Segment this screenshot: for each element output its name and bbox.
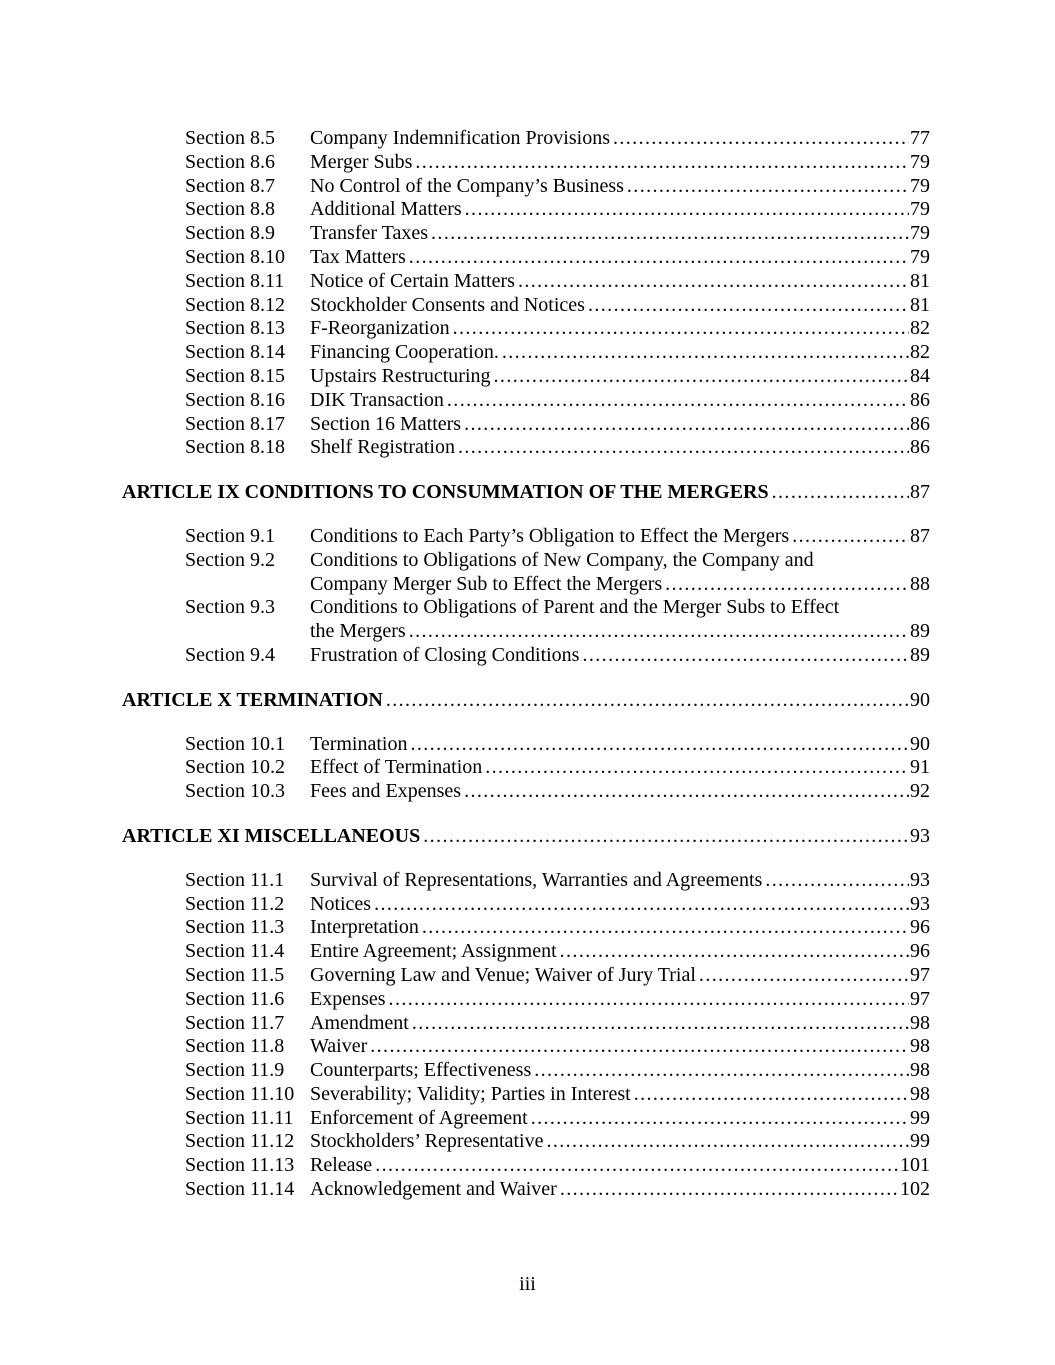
toc-section-label: Section 11.9	[185, 1059, 285, 1082]
toc-dot-leader	[375, 1154, 899, 1178]
toc-section-label: Section 11.13	[185, 1154, 295, 1177]
toc-row	[122, 780, 930, 804]
toc-section-label: Section 11.2	[185, 892, 285, 915]
toc-entry-title: Conditions to Each Party’s Obligation to Effect the Mergers	[310, 524, 790, 547]
toc-dot-leader	[560, 1178, 899, 1202]
toc-dot-leader	[389, 988, 909, 1012]
toc-dot-leader	[765, 869, 909, 893]
toc-row	[122, 481, 930, 505]
toc-entry-title: ARTICLE IX CONDITIONS TO CONSUMMATION OF THE MERGERS	[122, 481, 769, 504]
toc-row	[122, 1178, 930, 1202]
toc-section-label: Section 11.14	[185, 1178, 295, 1201]
toc-page-number: 98	[910, 1035, 930, 1058]
footer-page-number: iii	[519, 1273, 536, 1295]
toc-dot-leader	[494, 365, 909, 389]
toc-section-label: Section 11.4	[185, 940, 285, 963]
toc-page-number: 81	[910, 293, 930, 316]
toc-page-number: 93	[910, 868, 930, 891]
toc-row	[122, 436, 930, 460]
toc-row	[122, 596, 930, 620]
toc-dot-leader	[518, 270, 909, 294]
toc-dot-leader	[464, 780, 909, 804]
toc-row	[122, 988, 930, 1012]
toc-section-label: Section 11.6	[185, 987, 285, 1010]
toc-entry-title: Expenses	[310, 987, 386, 1010]
toc-page-number: 98	[910, 1082, 930, 1105]
toc-page-number: 98	[910, 1011, 930, 1034]
toc-section-label: Section 8.8	[185, 198, 275, 221]
toc-page-number: 87	[910, 481, 930, 504]
toc-row	[122, 549, 930, 573]
toc-page-number: 101	[900, 1154, 930, 1177]
toc-page-number: 93	[910, 824, 930, 847]
toc-page-number: 96	[910, 940, 930, 963]
toc-page-number: 86	[910, 388, 930, 411]
toc-dot-leader	[370, 1035, 909, 1059]
toc-section-label: Section 8.17	[185, 412, 285, 435]
toc-entry-title: F-Reorganization	[310, 317, 450, 340]
toc-page-number: 99	[910, 1106, 930, 1129]
toc-entry-title: Release	[310, 1154, 373, 1177]
toc-row	[122, 198, 930, 222]
toc-dot-leader	[582, 644, 909, 668]
toc-page-number: 99	[910, 1130, 930, 1153]
toc-entry-title: Stockholder Consents and Notices	[310, 293, 585, 316]
toc-dot-leader	[627, 175, 909, 199]
toc-section-label: Section 8.16	[185, 388, 285, 411]
toc-dot-leader	[447, 389, 909, 413]
toc-page-number: 79	[910, 174, 930, 197]
toc-page-number: 81	[910, 269, 930, 292]
toc-entry-title: Counterparts; Effectiveness	[310, 1059, 532, 1082]
toc-section-label: Section 11.3	[185, 916, 285, 939]
toc-dot-leader	[374, 893, 909, 917]
toc-dot-leader	[453, 317, 909, 341]
toc-entry-title: Governing Law and Venue; Waiver of Jury Trial	[310, 963, 696, 986]
toc-section-label: Section 10.2	[185, 756, 285, 779]
toc-page-number: 89	[910, 643, 930, 666]
toc-row	[122, 620, 930, 644]
toc-row	[122, 940, 930, 964]
toc-entry-title: Interpretation	[310, 916, 419, 939]
toc-section-label: Section 10.1	[185, 732, 285, 755]
toc-page-number: 86	[910, 436, 930, 459]
toc-dot-leader	[485, 756, 909, 780]
toc-entry-title: Notice of Certain Matters	[310, 269, 515, 292]
toc-section-label: Section 8.10	[185, 245, 285, 268]
toc-section-label: Section 8.9	[185, 222, 275, 245]
toc-dot-leader	[386, 689, 909, 713]
toc-section-label: Section 11.7	[185, 1011, 285, 1034]
toc-entry-title: ARTICLE X TERMINATION	[122, 688, 383, 711]
toc-entry-title: Transfer Taxes	[310, 222, 429, 245]
toc-section-label: Section 8.12	[185, 293, 285, 316]
toc-row	[122, 222, 930, 246]
toc-row	[122, 151, 930, 175]
toc-entry-title: Entire Agreement; Assignment	[310, 940, 557, 963]
toc-row	[122, 175, 930, 199]
toc-entry-title: Effect of Termination	[310, 756, 483, 779]
toc-dot-leader	[410, 733, 909, 757]
toc-entry-title: Notices	[310, 892, 372, 915]
toc-row	[122, 869, 930, 893]
toc-row	[122, 964, 930, 988]
toc-row	[122, 916, 930, 940]
toc-section-label: Section 8.18	[185, 436, 285, 459]
toc-row	[122, 1107, 930, 1131]
toc-section-label: Section 11.11	[185, 1106, 294, 1129]
toc-dot-leader	[665, 573, 909, 597]
toc-dot-leader	[409, 620, 909, 644]
toc-section-label: Section 9.1	[185, 524, 275, 547]
toc-row	[122, 644, 930, 668]
toc-page-number: 89	[910, 620, 930, 643]
toc-section-label: Section 10.3	[185, 780, 285, 803]
toc-page-number: 98	[910, 1059, 930, 1082]
toc-dot-leader	[531, 1107, 909, 1131]
toc-entry-title: ARTICLE XI MISCELLANEOUS	[122, 824, 421, 847]
toc-entry-title: Financing Cooperation.	[310, 341, 499, 364]
toc-dot-leader	[431, 222, 909, 246]
toc-page-number: 92	[910, 780, 930, 803]
toc-row	[122, 317, 930, 341]
toc-entry-title: Waiver	[310, 1035, 368, 1058]
toc-page-number: 93	[910, 892, 930, 915]
toc-row	[122, 1130, 930, 1154]
toc-dot-leader	[422, 916, 909, 940]
toc-row	[122, 525, 930, 549]
toc-page-number: 88	[910, 572, 930, 595]
toc-row	[122, 756, 930, 780]
toc-row	[122, 413, 930, 437]
toc-entry-title: Shelf Registration	[310, 436, 455, 459]
toc-dot-leader	[588, 294, 909, 318]
toc-row	[122, 1154, 930, 1178]
toc-entry-title: Enforcement of Agreement	[310, 1106, 528, 1129]
toc-row	[122, 733, 930, 757]
toc-section-label: Section 11.10	[185, 1082, 295, 1105]
toc-page-number: 79	[910, 245, 930, 268]
toc-entry-title: Survival of Representations, Warranties and Agreements	[310, 868, 763, 891]
toc-dot-leader	[412, 1012, 909, 1036]
toc-section-label: Section 8.6	[185, 150, 275, 173]
toc-entry-title: Additional Matters	[310, 198, 462, 221]
toc-section-label: Section 9.4	[185, 643, 275, 666]
toc-entry-title: Stockholders’ Representative	[310, 1130, 544, 1153]
toc-entry-title: Conditions to Obligations of Parent and the Merger Subs to Effect	[310, 596, 840, 619]
toc-page-number: 79	[910, 150, 930, 173]
toc-entry-title: Termination	[310, 732, 408, 755]
toc-dot-leader	[502, 341, 909, 365]
toc-entry-title: DIK Transaction	[310, 388, 444, 411]
toc-entry-title: Fees and Expenses	[310, 780, 462, 803]
toc-row	[122, 1083, 930, 1107]
toc-row	[122, 127, 930, 151]
toc-row	[122, 365, 930, 389]
toc-row	[122, 893, 930, 917]
toc-page-number: 82	[910, 341, 930, 364]
toc-dot-leader	[464, 413, 909, 437]
toc-dot-leader	[613, 127, 909, 151]
toc-page-number: 86	[910, 412, 930, 435]
toc-page-number: 82	[910, 317, 930, 340]
toc-row	[122, 389, 930, 413]
toc-page-number: 77	[910, 127, 930, 149]
toc-page-number: 96	[910, 916, 930, 939]
toc-entry-title: Conditions to Obligations of New Company, the Company and	[310, 548, 814, 571]
toc-dot-leader	[409, 246, 909, 270]
toc-row	[122, 1012, 930, 1036]
toc-dot-leader	[423, 825, 909, 849]
toc-dot-leader	[465, 198, 909, 222]
toc-section-label: Section 8.13	[185, 317, 285, 340]
toc-row	[122, 270, 930, 294]
toc-entry-title: Company Merger Sub to Effect the Mergers	[310, 572, 663, 595]
toc-entry-title: Company Indemnification Provisions	[310, 127, 610, 149]
toc-page-number: 87	[910, 524, 930, 547]
toc-dot-leader	[546, 1130, 909, 1154]
toc-entry-title: Severability; Validity; Parties in Interest	[310, 1082, 631, 1105]
toc-entry-title: Acknowledgement and Waiver	[310, 1178, 557, 1201]
toc-page-number: 90	[910, 732, 930, 755]
toc-dot-leader	[415, 151, 909, 175]
toc-row	[122, 341, 930, 365]
toc-entry-title: Merger Subs	[310, 150, 413, 173]
toc-dot-leader	[634, 1083, 909, 1107]
toc-page-number: 97	[910, 963, 930, 986]
toc-row	[122, 246, 930, 270]
toc-dot-leader	[792, 525, 909, 549]
toc-page-number: 97	[910, 987, 930, 1010]
table-of-contents	[122, 127, 930, 1202]
toc-dot-leader	[772, 481, 909, 505]
toc-row	[122, 1059, 930, 1083]
toc-entry-title: Amendment	[310, 1011, 409, 1034]
toc-section-label: Section 9.2	[185, 548, 275, 571]
toc-section-label: Section 11.8	[185, 1035, 285, 1058]
toc-row	[122, 573, 930, 597]
toc-section-label: Section 11.12	[185, 1130, 295, 1153]
toc-dot-leader	[699, 964, 909, 988]
toc-dot-leader	[458, 436, 909, 460]
toc-row	[122, 294, 930, 318]
toc-entry-title: the Mergers	[310, 620, 406, 643]
toc-row	[122, 1035, 930, 1059]
toc-page-number: 84	[910, 364, 930, 387]
toc-section-label: Section 11.1	[185, 868, 285, 891]
toc-entry-title: No Control of the Company’s Business	[310, 174, 624, 197]
toc-section-label: Section 9.3	[185, 596, 275, 619]
page-footer	[0, 1272, 1055, 1296]
toc-row	[122, 825, 930, 849]
toc-page-number: 91	[910, 756, 930, 779]
toc-section-label: Section 8.7	[185, 174, 275, 197]
toc-dot-leader	[534, 1059, 909, 1083]
toc-page-number: 90	[910, 688, 930, 711]
toc-section-label: Section 8.15	[185, 364, 285, 387]
toc-entry-title: Section 16 Matters	[310, 412, 462, 435]
toc-section-label: Section 8.11	[185, 269, 285, 292]
toc-page-number: 79	[910, 198, 930, 221]
toc-entry-title: Frustration of Closing Conditions	[310, 643, 580, 666]
toc-dot-leader	[560, 940, 909, 964]
toc-section-label: Section 8.14	[185, 341, 285, 364]
toc-section-label: Section 11.5	[185, 963, 285, 986]
toc-entry-title: Tax Matters	[310, 245, 406, 268]
toc-row	[122, 689, 930, 713]
toc-section-label: Section 8.5	[185, 127, 275, 149]
toc-page-number: 102	[900, 1178, 930, 1201]
toc-page-number: 79	[910, 222, 930, 245]
toc-entry-title: Upstairs Restructuring	[310, 364, 491, 387]
